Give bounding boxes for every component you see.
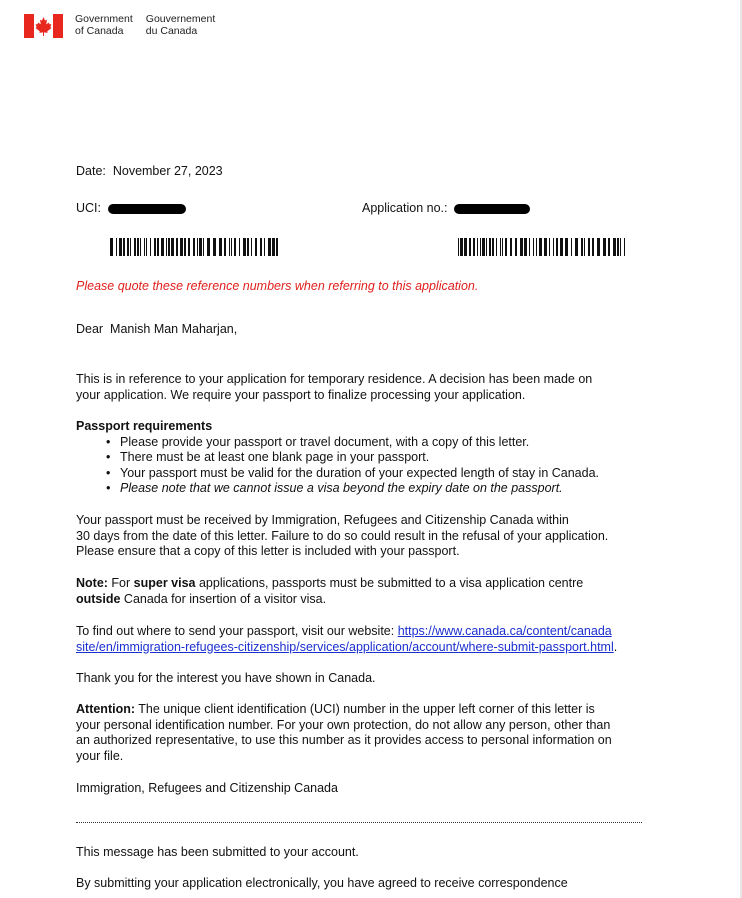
intro-paragraph: This is in reference to your application for temporary residence. A decision has been made on your application. We require your passport to finalize processing your application. <box>76 372 593 402</box>
salutation-word: Dear <box>76 322 104 336</box>
uci-label: UCI: <box>76 201 101 215</box>
canada-flag-icon <box>24 14 63 38</box>
website-paragraph: To find out where to send your passport, visit our website: https://www.canada.ca/content/canada site/en/immigration-refugees-citizenship/services/application/account/where-submit-passport.html. <box>76 624 618 654</box>
list-item: • Please provide your passport or travel document, with a copy of this letter. <box>120 435 676 451</box>
list-item: • Please note that we cannot issue a visa beyond the expiry date on the passport. <box>120 481 676 497</box>
attention-paragraph: Attention: The unique client identification (UCI) number in the upper left corner of this letter is your personal identification number. For your own protection, do not allow any person, other than an authorized representative, to use this number as it provides access to personal information on your file. <box>76 702 612 763</box>
government-header <box>24 14 215 40</box>
agreement-message: By submitting your application electronically, you have agreed to receive correspondence <box>76 876 568 890</box>
note-paragraph: Note: For super visa applications, passports must be submitted to a visa application centre outside Canada for insertion of a visitor visa. <box>76 576 584 606</box>
thanks-line: Thank you for the interest you have shown in Canada. <box>76 671 376 685</box>
application-barcode <box>458 238 628 256</box>
passport-link-continued[interactable]: site/en/immigration-refugees-citizenship/services/application/account/where-submit-passport.html <box>76 639 614 654</box>
date-label: Date: <box>76 164 106 178</box>
passport-link[interactable]: https://www.canada.ca/content/canada <box>397 624 612 638</box>
uci-barcode <box>110 238 278 256</box>
signature: Immigration, Refugees and Citizenship Canada <box>76 781 338 795</box>
date-value: November 27, 2023 <box>112 164 223 178</box>
list-item: • There must be at least one blank page in your passport. <box>120 450 676 466</box>
gov-title-french: Gouvernement du Canada <box>145 13 216 37</box>
gov-title-english: Government of Canada <box>75 13 133 37</box>
application-label: Application no.: <box>362 201 448 215</box>
requirements-list <box>76 435 676 497</box>
reference-note: Please quote these reference numbers when referring to this application. <box>76 279 479 293</box>
submitted-message: This message has been submitted to your account. <box>76 845 359 859</box>
application-redaction <box>454 204 530 214</box>
requirements-heading: Passport requirements <box>76 419 213 433</box>
note-label: Note: <box>76 576 108 590</box>
list-item: • Your passport must be valid for the duration of your expected length of stay in Canada. <box>120 466 676 482</box>
dotted-divider <box>76 822 642 823</box>
application-line <box>362 201 530 217</box>
uci-line <box>76 201 186 217</box>
recipient-name: Manish Man Maharjan, <box>110 322 238 336</box>
passport-requirements <box>76 419 676 497</box>
uci-redaction <box>108 204 186 214</box>
attention-label: Attention: <box>76 702 136 716</box>
salutation <box>76 322 237 338</box>
date-line <box>76 164 223 180</box>
receipt-paragraph: Your passport must be received by Immigration, Refugees and Citizenship Canada within 30 days from the date of this letter. Failure to do so could result in the refusal of your application. Please ensure that a copy of this letter is included with your passport. <box>76 513 609 558</box>
